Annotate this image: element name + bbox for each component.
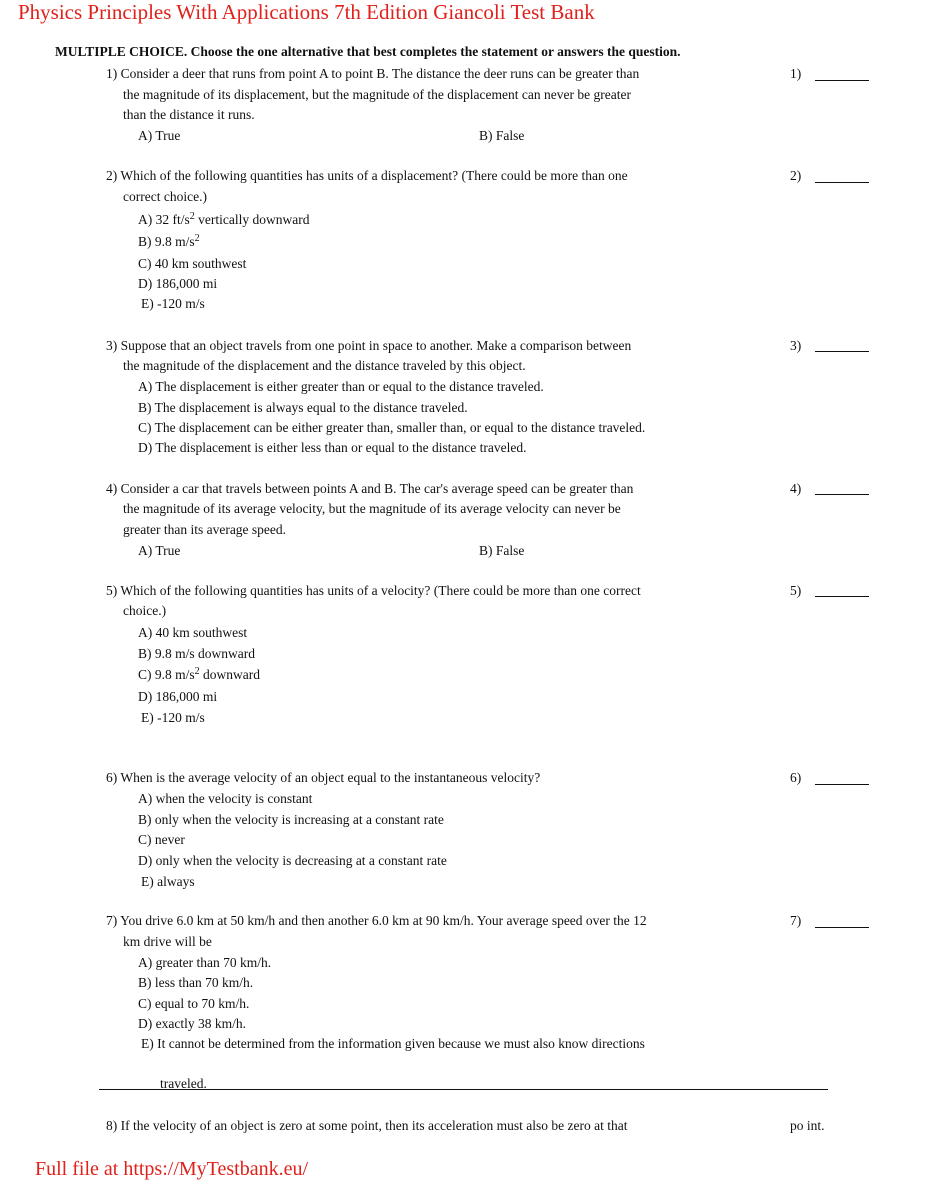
superscript: 2	[194, 666, 200, 677]
option-e: E) -120 m/s	[141, 296, 205, 311]
option-c	[138, 667, 260, 685]
option-b: B) less than 70 km/h.	[138, 975, 254, 990]
option-a: A) when the velocity is constant	[138, 791, 313, 806]
question-8-tail: po int.	[790, 1118, 825, 1133]
option-d: D) 186,000 mi	[138, 276, 218, 291]
answer-blank[interactable]	[815, 494, 869, 495]
option-a	[138, 212, 309, 230]
option-e: E) always	[141, 874, 195, 889]
option-e-continued: traveled.	[160, 1076, 207, 1091]
question-6-stem-line: 6) When is the average velocity of an object equal to the instantaneous velocity?	[106, 770, 541, 785]
option-b	[138, 234, 200, 252]
option-a: A) 40 km southwest	[138, 625, 248, 640]
question-3-stem-line: the magnitude of the displacement and the distance traveled by this object.	[123, 358, 526, 373]
answer-number: 6)	[790, 770, 802, 785]
option-a-text-cont: vertically downward	[198, 212, 310, 227]
option-c-text-cont: downward	[203, 667, 261, 682]
option-a: A) The displacement is either greater than or equal to the distance traveled.	[138, 379, 544, 394]
option-c-text: C) 9.8 m/s	[138, 667, 195, 682]
superscript: 2	[194, 233, 200, 244]
question-4-stem-line: 4) Consider a car that travels between points A and B. The car's average speed can be greater than	[106, 481, 634, 496]
question-8-stem-line: 8) If the velocity of an object is zero at some point, then its acceleration must also be zero at that	[106, 1118, 628, 1133]
option-b-text: B) 9.8 m/s	[138, 234, 195, 249]
option-b: B) False	[479, 128, 525, 143]
question-1-stem-line: 1) Consider a deer that runs from point A to point B. The distance the deer runs can be greater than	[106, 66, 640, 81]
answer-blank[interactable]	[815, 927, 869, 928]
footer-banner[interactable]: Full file at https://MyTestbank.eu/	[35, 1158, 309, 1180]
question-3-stem-line: 3) Suppose that an object travels from one point in space to another. Make a comparison between	[106, 338, 632, 353]
question-7-stem-line: km drive will be	[123, 934, 212, 949]
answer-number: 7)	[790, 913, 802, 928]
answer-number: 4)	[790, 481, 802, 496]
option-b: B) 9.8 m/s downward	[138, 646, 255, 661]
answer-number: 1)	[790, 66, 802, 81]
answer-blank[interactable]	[815, 596, 869, 597]
option-a: A) True	[138, 543, 181, 558]
question-5-stem-line: 5) Which of the following quantities has units of a velocity? (There could be more than one correct	[106, 583, 641, 598]
option-b: B) The displacement is always equal to the distance traveled.	[138, 400, 468, 415]
answer-blank[interactable]	[815, 80, 869, 81]
option-d: D) The displacement is either less than or equal to the distance traveled.	[138, 440, 527, 455]
option-b: B) False	[479, 543, 525, 558]
page-divider	[99, 1089, 828, 1090]
option-a: A) greater than 70 km/h.	[138, 955, 272, 970]
answer-number: 3)	[790, 338, 802, 353]
answer-number: 5)	[790, 583, 802, 598]
question-2-stem-line: 2) Which of the following quantities has units of a displacement? (There could be more than one	[106, 168, 628, 183]
option-c: C) 40 km southwest	[138, 256, 247, 271]
option-c: C) The displacement can be either greater than, smaller than, or equal to the distance traveled.	[138, 420, 646, 435]
question-5-stem-line: choice.)	[123, 603, 167, 618]
option-d: D) only when the velocity is decreasing at a constant rate	[138, 853, 447, 868]
question-2-stem-line: correct choice.)	[123, 189, 207, 204]
answer-number: 2)	[790, 168, 802, 183]
superscript: 2	[189, 211, 195, 222]
answer-blank[interactable]	[815, 182, 869, 183]
option-c: C) never	[138, 832, 185, 847]
answer-blank[interactable]	[815, 351, 869, 352]
option-e: E) It cannot be determined from the information given because we must also know directions	[141, 1036, 645, 1051]
question-7-stem-line: 7) You drive 6.0 km at 50 km/h and then another 6.0 km at 90 km/h. Your average speed over the 12	[106, 913, 647, 928]
answer-blank[interactable]	[815, 784, 869, 785]
instructions-heading: MULTIPLE CHOICE. Choose the one alternative that best completes the statement or answers the question.	[55, 44, 681, 59]
question-4-stem-line: the magnitude of its average velocity, but the magnitude of its average velocity can never be	[123, 501, 621, 516]
question-4-stem-line: greater than its average speed.	[123, 522, 287, 537]
question-1-stem-line: than the distance it runs.	[123, 107, 255, 122]
option-e: E) -120 m/s	[141, 710, 205, 725]
option-a-text: A) 32 ft/s	[138, 212, 190, 227]
option-b: B) only when the velocity is increasing at a constant rate	[138, 812, 444, 827]
question-1-stem-line: the magnitude of its displacement, but the magnitude of the displacement can never be greater	[123, 87, 631, 102]
header-banner: Physics Principles With Applications 7th Edition Giancoli Test Bank	[18, 0, 595, 24]
option-d: D) 186,000 mi	[138, 689, 218, 704]
option-d: D) exactly 38 km/h.	[138, 1016, 246, 1031]
option-c: C) equal to 70 km/h.	[138, 996, 250, 1011]
option-a: A) True	[138, 128, 181, 143]
